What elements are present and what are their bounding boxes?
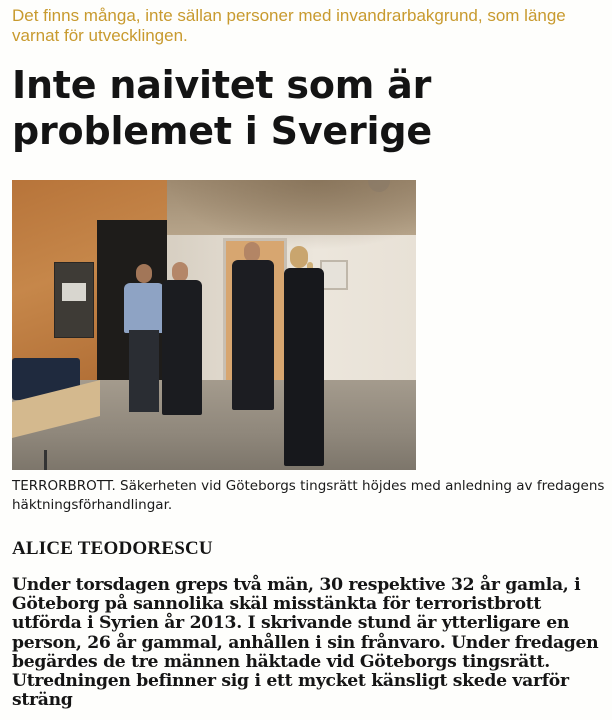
table-leg bbox=[44, 450, 47, 470]
article-photo bbox=[12, 180, 416, 470]
article-body: Under torsdagen greps två män, 30 respektive 32 år gamla, i Göteborg på sannolika skäl misstänkta för terroristbrott utförda i Syrien år 2013. I skrivande stund är ytterligare en person, 26 år gammal, anhållen i sin frånvaro. Under fredagen begärdes de tre männen häktade vid Göteborgs tingsrätt. Utredningen befinner sig i ett mycket känsligt skede varför sträng bbox=[12, 575, 599, 711]
article-headline: Inte naivitet som är problemet i Sverige bbox=[12, 63, 432, 153]
article-lede: Det finns många, inte sällan personer med invandrarbakgrund, som länge varnat för utvecklingen. bbox=[12, 6, 566, 45]
officer-4-head bbox=[290, 246, 308, 268]
photo-caption: TERRORBROTT. Säkerheten vid Göteborgs tingsrätt höjdes med anledning av fredagens häktningsförhandlingar. bbox=[12, 478, 605, 513]
officer-1-head bbox=[136, 264, 152, 283]
wall-screen-display bbox=[62, 283, 86, 301]
officer-2-body bbox=[162, 280, 202, 415]
officer-1-legs bbox=[129, 330, 159, 412]
officer-3-head bbox=[244, 242, 260, 262]
officer-1-torso bbox=[124, 283, 164, 333]
officer-4-body bbox=[284, 268, 324, 466]
officer-3-body bbox=[232, 260, 274, 410]
wall-sign bbox=[320, 260, 348, 290]
byline: ALICE TEODORESCU bbox=[12, 538, 213, 559]
officer-2-head bbox=[172, 262, 188, 282]
